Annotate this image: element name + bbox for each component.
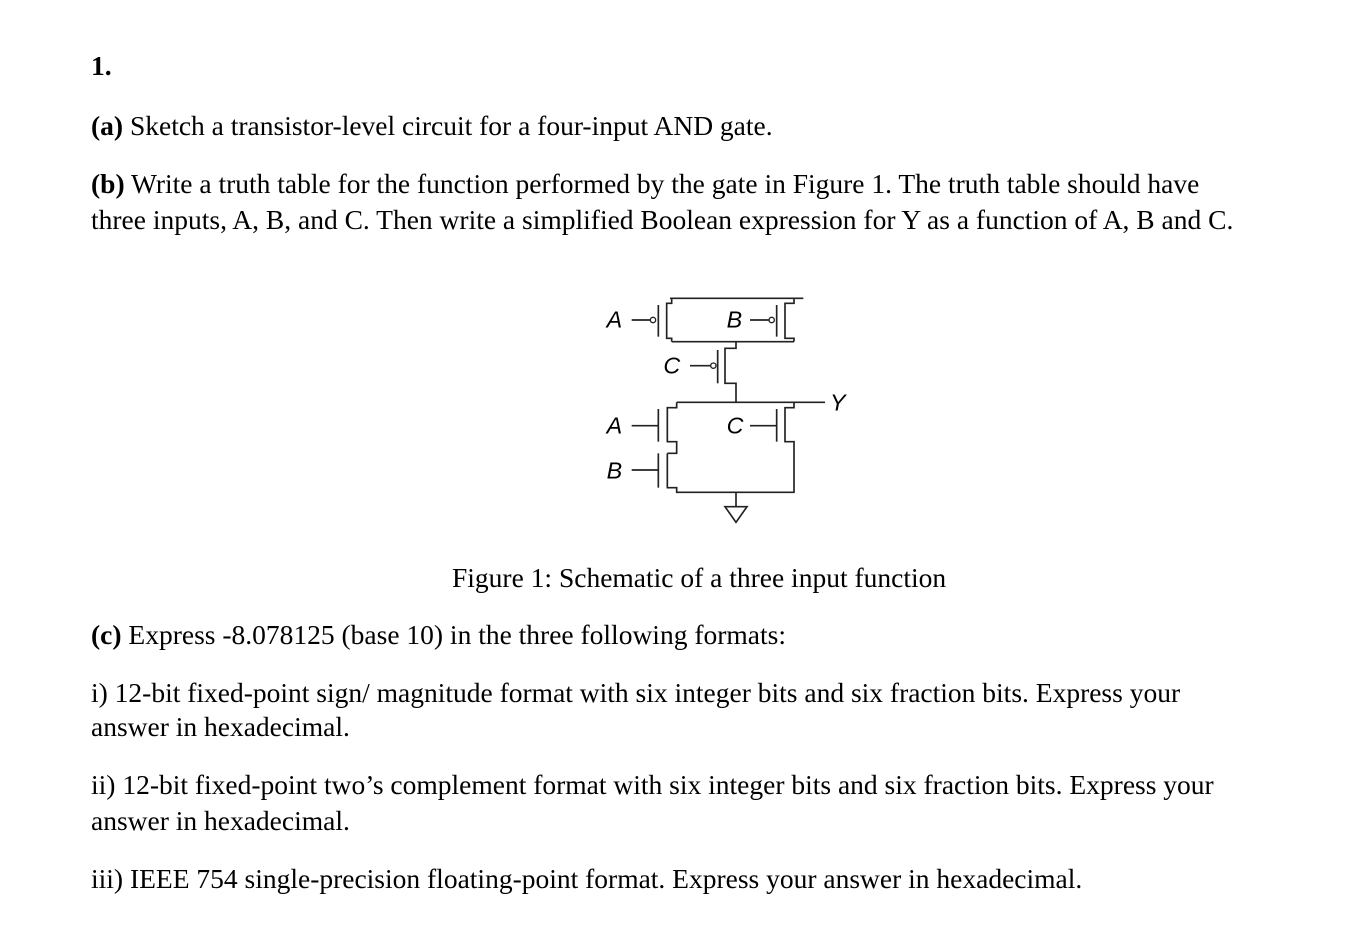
label-nmos-c: C — [726, 412, 744, 439]
part-c-i-line1: i) 12-bit fixed-point sign/ magnitude format with six integer bits and six fraction bits. Express your — [91, 677, 1181, 708]
label-output-y: Y — [830, 389, 846, 416]
part-c — [91, 617, 786, 653]
label-nmos-a: A — [606, 412, 623, 439]
label-nmos-b: B — [606, 457, 623, 484]
label-pmos-b: B — [726, 306, 743, 333]
pmos-c — [690, 342, 736, 403]
part-a-label: (a) — [91, 110, 124, 141]
nmos-a — [632, 402, 677, 453]
part-b-line2: three inputs, A, B, and C. Then write a simplified Boolean expression for Y as a function of A, B and C. — [91, 204, 1234, 235]
part-b-line1: Write a truth table for the function performed by the gate in Figure 1. The truth table should have — [124, 168, 1200, 199]
nmos-b — [632, 453, 677, 492]
pmos-b — [750, 298, 794, 341]
part-c-text: Express -8.078125 (base 10) in the three following formats: — [121, 619, 786, 650]
pmos-a — [632, 298, 672, 341]
ground-icon — [725, 492, 747, 522]
part-a — [91, 108, 773, 144]
label-pmos-c: C — [663, 352, 681, 379]
label-pmos-a: A — [606, 306, 623, 333]
part-c-label: (c) — [91, 619, 122, 650]
part-b-label: (b) — [91, 168, 125, 199]
part-c-ii-line1: ii) 12-bit fixed-point two’s complement format with six integer bits and six fraction bits. Express your — [91, 769, 1214, 800]
part-c-i-line2: answer in hexadecimal. — [91, 711, 350, 742]
part-a-text: Sketch a transistor-level circuit for a four-input AND gate. — [123, 110, 773, 141]
nmos-c — [750, 402, 794, 492]
part-c-iii: iii) IEEE 754 single-precision floating-point format. Express your answer in hexadecimal. — [91, 863, 1083, 894]
part-b — [91, 166, 1199, 202]
cmos-schematic — [590, 285, 870, 530]
part-c-ii-line2: answer in hexadecimal. — [91, 805, 350, 836]
question-number: 1. — [91, 50, 112, 81]
figure-caption: Figure 1: Schematic of a three input function — [452, 562, 947, 593]
